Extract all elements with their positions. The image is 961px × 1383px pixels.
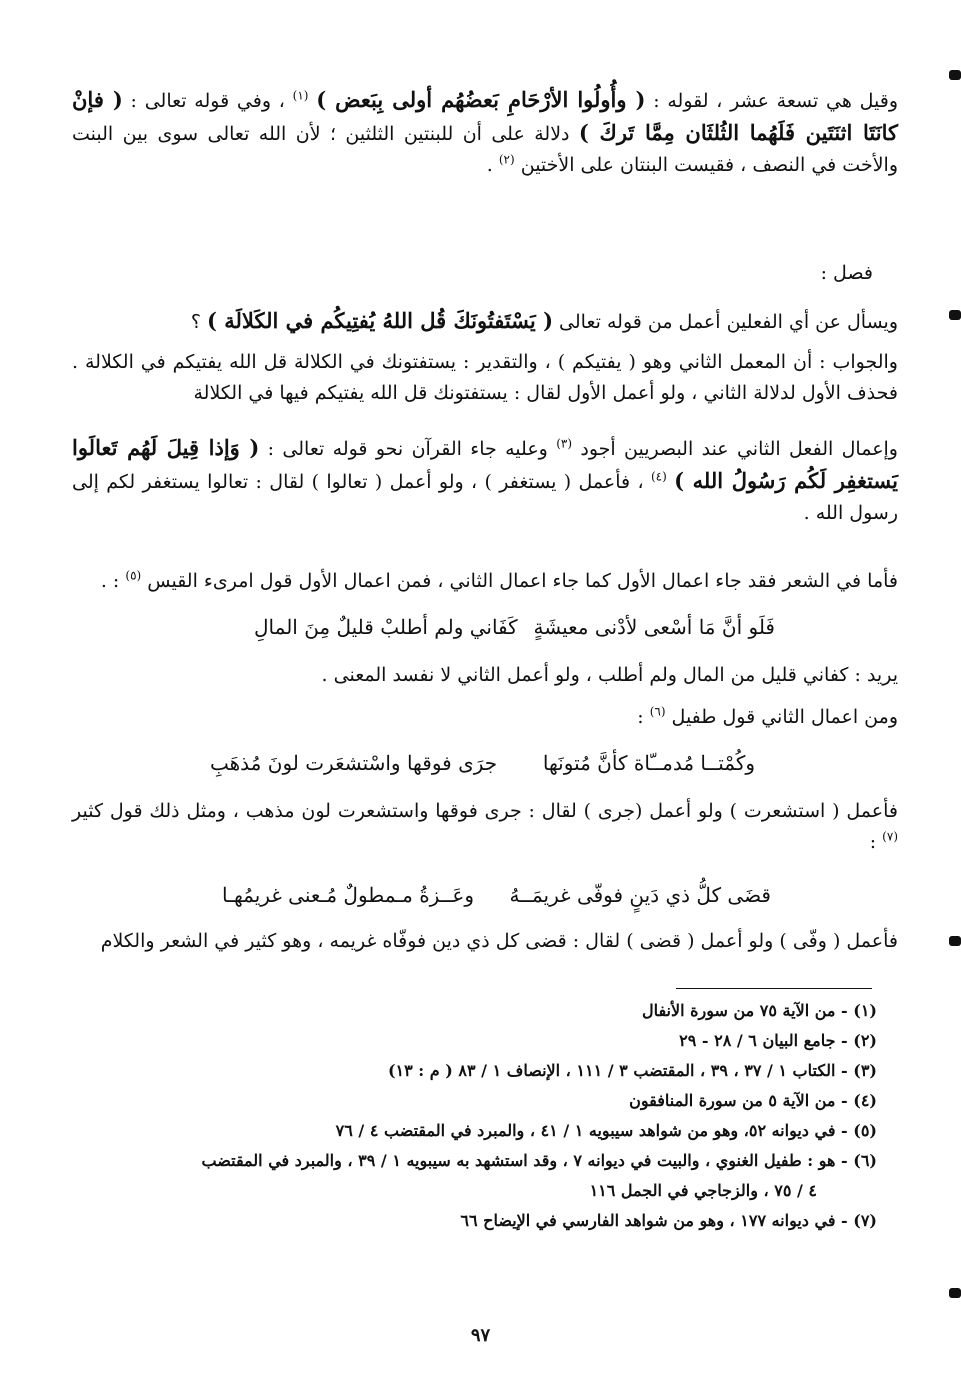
- paragraph-explanation: [72, 660, 898, 691]
- scan-edge-mark: [949, 310, 961, 320]
- verse-second-hemistich: جرَى فوقها واسْتشعَرت لونَ مُذهَبِ: [210, 751, 498, 775]
- paragraph-question: [72, 305, 898, 338]
- page-number: ٩٧: [470, 1325, 491, 1346]
- paragraph-conclusion: [72, 926, 898, 957]
- footnote-ref: (٥): [125, 568, 142, 583]
- footnote-ref: (٦): [649, 704, 666, 719]
- quran-quote: ( فإنْ كانَتَا اثنَتَين فَلَهُما الثُلثَان مِمَّا تَركَ ): [72, 87, 898, 145]
- quran-quote: ( وَإذا قِيلَ لَهُم تَعالَوا يَستغفِر لَكُم رَسُولُ الله ): [72, 435, 898, 493]
- footnote-item: (٦) - هو : طفيل الغنوي ، والبيت في ديوانه ٧ ، وقد استشهد به سيبويه ١ / ٣٩ ، والمبرد في المقتضب: [201, 1151, 877, 1170]
- footnote-item-continuation: ٤ / ٧٥ ، والزجاجي في الجمل ١١٦: [589, 1181, 817, 1200]
- paragraph-text: ، وفي قوله تعالى :: [122, 90, 293, 112]
- footnote-ref: (٣): [556, 436, 573, 451]
- paragraph-text: يريد : كفاني قليل من المال ولم أطلب ، ولو أعمل الثاني لا نفسد المعنى .: [321, 664, 898, 686]
- paragraph-text: وإعمال الفعل الثاني عند البصريين أجود: [572, 438, 898, 460]
- scan-edge-mark: [949, 936, 961, 946]
- footnote-item: (٥) - في ديوانه ٥٢، وهو من شواهد سيبويه ١ / ٤١ ، والمبرد في المقتضب ٤ / ٧٦: [335, 1121, 877, 1140]
- footnote-item: (١) - من الآية ٧٥ من سورة الأنفال: [641, 1001, 877, 1020]
- footnotes-list: [117, 996, 877, 1236]
- paragraph-text: .: [486, 154, 499, 176]
- footnote-ref: (٧): [882, 829, 898, 844]
- verse-first-hemistich: قضَى كلُّ ذي دَينٍ فوفّى غريمَــهُ: [509, 883, 771, 907]
- footnote-ref: (١): [292, 88, 309, 103]
- paragraph-text: : .: [100, 570, 126, 592]
- verse-second-hemistich: كَفَاني ولم أطلبْ قليلٌ مِنَ المالِ: [254, 615, 518, 639]
- paragraph-text: :: [869, 831, 883, 853]
- footnote-ref: (٤): [650, 469, 667, 484]
- section-heading: فصل :: [820, 262, 873, 284]
- paragraph-answer: [72, 347, 898, 409]
- paragraph-text: فأعمل ( وفّى ) ولو أعمل ( قضى ) لقال : قضى كل ذي دين فوفّاه غريمه ، وهو كثير في الشعر والكلام: [100, 930, 898, 952]
- paragraph-text: :: [637, 706, 650, 728]
- paragraph-text: وعليه جاء القرآن نحو قوله تعالى :: [259, 438, 557, 460]
- footnote-divider: [676, 988, 872, 989]
- paragraph-text: ويسأل عن أي الفعلين أعمل من قوله تعالى: [553, 311, 898, 333]
- paragraph-text: فأما في الشعر فقد جاء اعمال الأول كما جاء اعمال الثاني ، فمن اعمال الأول قول امرىء القيس: [141, 570, 898, 592]
- paragraph-text: والجواب : أن المعمل الثاني وهو ( يفتيكم ) ، والتقدير : يستفتونك في الكلالة قل الله يفتيكم في الكلالة . فحذف الأول لدلالة الثاني ، ولو أعمل الأول لقال : يستفتونك قل الله يفتيكم فيها في الكلالة: [72, 351, 898, 404]
- quran-quote: ( وأُولُوا الأرْحَامِ بَعضُهُم أولى بِبَعض ): [316, 87, 646, 112]
- verse-first-hemistich: فَلَو أنَّ مَا أسْعى لأدْنى معيشَةٍ: [533, 615, 775, 639]
- paragraph-text: ، فأعمل ( يستغفر ) ، ولو أعمل ( تعالوا ) لقال : تعالوا يستغفر لكم إلى رسول الله .: [72, 471, 898, 524]
- paragraph-text: دلالة على أن للبنتين الثلثين ؛ لأن الله تعالى سوى بين البنت والأخت في النصف ، فقيست البنتان على الأختين: [72, 123, 898, 176]
- scan-edge-mark: [949, 1288, 961, 1298]
- paragraph-kuthayyir: [72, 796, 898, 858]
- footnote-item: (٢) - جامع البيان ٦ / ٢٨ - ٢٩: [679, 1031, 877, 1050]
- paragraph-text: ؟: [190, 311, 208, 333]
- quran-quote: ( يَسْتَفتُونَكَ قُل اللهُ يُفتِيكُم في الكَلالَة ): [207, 308, 554, 333]
- scan-edge-mark: [949, 70, 961, 80]
- footnote-item: (٧) - في ديوانه ١٧٧ ، وهو من شواهد الفارسي في الإيضاح ٦٦: [460, 1211, 877, 1230]
- verse-second-hemistich: وعَــزةُ مـمطولٌ مُـعنى غريمُهـا: [222, 883, 475, 907]
- footnote-item: (٤) - من الآية ٥ من سورة المنافقون: [629, 1091, 877, 1110]
- paragraph-tufayl: [72, 702, 898, 733]
- paragraph-text: وقيل هي تسعة عشر ، لقوله :: [645, 90, 898, 112]
- paragraph-text: فأعمل ( استشعرت ) ولو أعمل (جرى ) لقال : جرى فوقها واستشعرت لون مذهب ، ومثل ذلك قول كثير: [72, 800, 898, 822]
- paragraph-inheritance: [72, 84, 898, 181]
- footnote-ref: (٢): [498, 152, 515, 167]
- paragraph-basrans: [72, 432, 898, 529]
- paragraph-poetry: [72, 566, 898, 597]
- footnote-item: (٣) - الكتاب ١ / ٣٧ ، ٣٩ ، المقتضب ٣ / ١١١ ، الإنصاف ١ / ٨٣ ( م : ١٣): [387, 1061, 877, 1080]
- verse-first-hemistich: وكُمْتــا مُدمــّاة كأنَّ مُتونَها: [542, 751, 755, 775]
- paragraph-text: ومن اعمال الثاني قول طفيل: [665, 706, 898, 728]
